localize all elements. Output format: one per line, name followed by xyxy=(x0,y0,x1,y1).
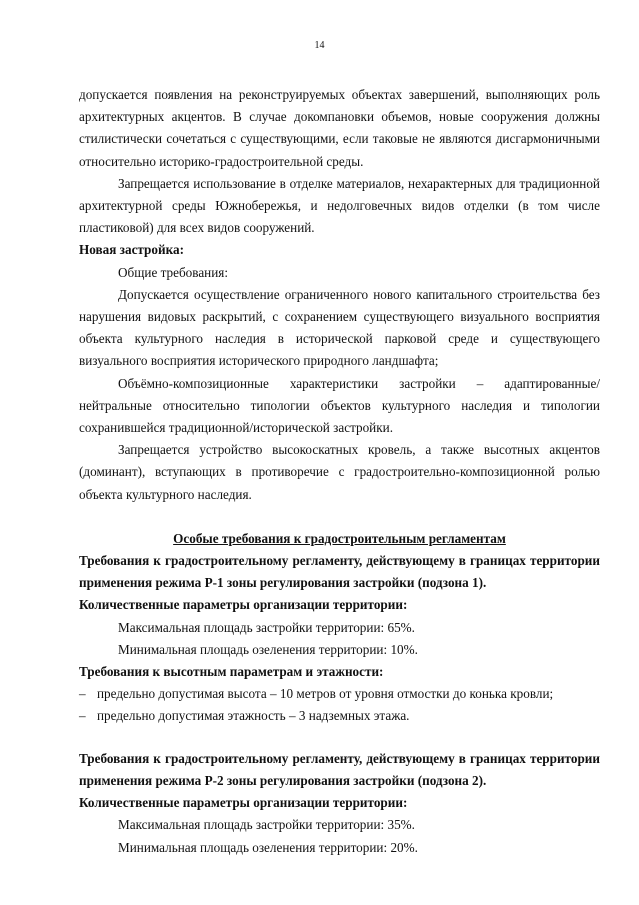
dash-marker: – xyxy=(79,708,86,724)
paragraph-r2-green-area: Минимальная площадь озеленения территории: 20%. xyxy=(118,839,418,855)
paragraph-reconstruction: допускается появления на реконструируемых объектах завершений, выполняющих роль архитектурных акцентов. В случае докомпановки объемов, новые сооружения должны стилистически сочетаться с существующими, если таковые не являются дисгармоничными относительно историко-градостроительной среды. xyxy=(79,87,600,169)
paragraph-r1-build-area: Максимальная площадь застройки территории: 65%. xyxy=(118,619,415,635)
list-item-height-text: предельно допустимая высота – 10 метров от уровня отмостки до конька кровли; xyxy=(97,686,554,702)
paragraph-volume-composition: Объёмно-композиционные характеристики застройки – адаптированные/нейтральные относительно типологии объектов культурного наследия и типологии сохранившейся традиционной/исторической застройки. xyxy=(79,375,600,436)
paragraph-general-requirements: Общие требования: xyxy=(118,264,229,280)
heading-height-r1: Требования к высотным параметрам и этажности: xyxy=(79,664,384,680)
paragraph-roof-ban: Запрещается устройство высокоскатных кровель, а также высотных акцентов (доминант), вступающих в противоречие с градостроительно-композиционной ролью объекта культурного наследия. xyxy=(79,442,600,502)
heading-regime-r1: Требования к градостроительному регламенту, действующему в границах территории применения режима Р-1 зоны регулирования застройки (подзона 1). xyxy=(79,553,600,591)
paragraph-allowed-construction: Допускается осуществление ограниченного нового капитального строительства без нарушения видовых раскрытий, с сохранением существующего визуального восприятия объекта культурного наследия в исторической парковой среде и существующего визуального восприятия исторического природного ландшафта; xyxy=(79,286,600,369)
list-item-floors xyxy=(79,705,600,727)
document-body xyxy=(79,84,600,859)
dash-marker: – xyxy=(79,686,86,702)
heading-new-construction: Новая застройка: xyxy=(79,242,184,258)
paragraph-r2-build-area: Максимальная площадь застройки территории: 35%. xyxy=(118,817,415,833)
heading-regime-r2: Требования к градостроительному регламенту, действующему в границах территории применения режима Р-2 зоны регулирования застройки (подзона 2). xyxy=(79,750,600,788)
heading-special-requirements: Особые требования к градостроительным регламентам xyxy=(173,530,506,546)
section-gap xyxy=(79,728,600,748)
paragraph-r1-green-area: Минимальная площадь озеленения территории: 10%. xyxy=(118,641,418,657)
list-item-height xyxy=(79,683,600,705)
heading-quantitative-r2: Количественные параметры организации территории: xyxy=(79,795,408,811)
list-item-floors-text: предельно допустимая этажность – 3 надземных этажа. xyxy=(97,708,410,724)
heading-quantitative-r1: Количественные параметры организации территории: xyxy=(79,597,408,613)
page-number: 14 xyxy=(314,40,325,51)
paragraph-materials-ban: Запрещается использование в отделке материалов, нехарактерных для традиционной архитектурной среды Южнобережья, и недолговечных видов отделки (в том числе пластиковой) для всех видов сооружений. xyxy=(79,175,600,236)
